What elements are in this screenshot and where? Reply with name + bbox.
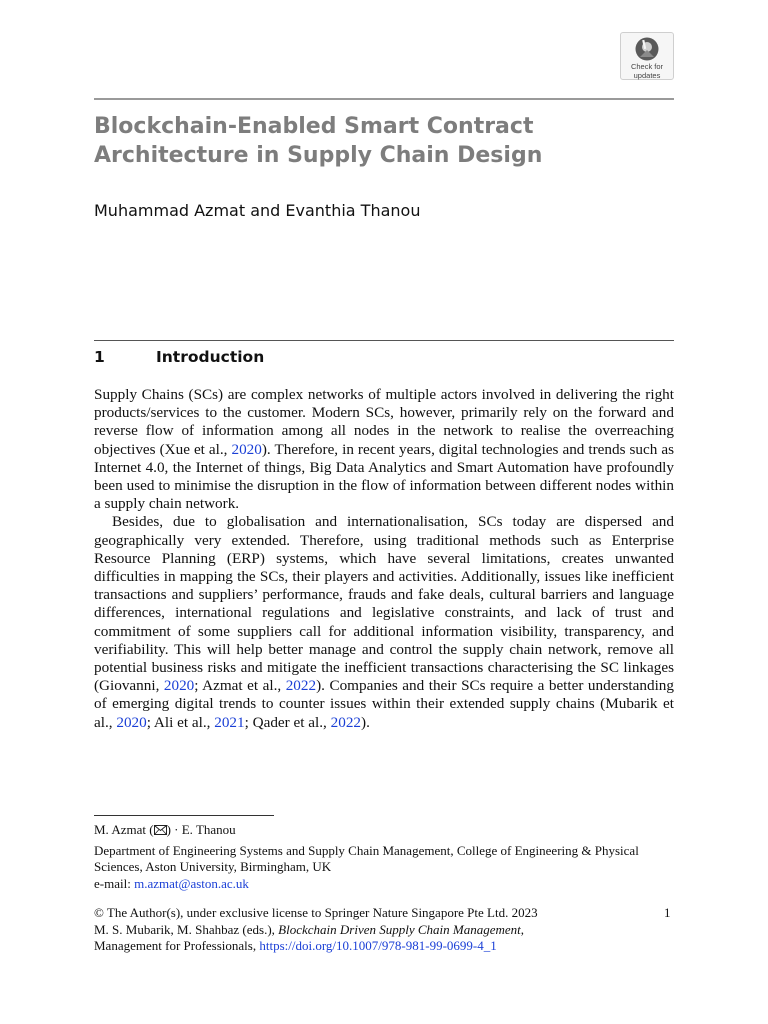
body-text [94, 386, 674, 732]
paragraph-1-text: ). Therefore, in recent years, digital technologies and trends such as Internet 4.0, the Internet of things, Big Data Analytics and Smart Automation have profoundly been used to minimise the disruption in the flow of information between different nodes within a supply chain network. [94, 440, 675, 513]
section-rule [94, 340, 674, 341]
paragraph-2-text: Besides, due to globalisation and internationalisation, SCs today are dispersed and geographically very extended. Therefore, using traditional methods such as Enterprise Resource Planning (ERP) systems, which have several limitations, creates unwanted difficulties in mapping the SCs, their players and activities. Additionally, issues like inefficient transactions and suppliers’ performance, frauds and fake deals, cultural barriers and language differences, international regulations and legislative constraints, and lack of trust and commitment of some suppliers call for additional information visibility, transparency, and verifiability. This will help better manage and control the supply chain network, remove all potential business risks and mitigate the inefficient transactions characterising the SC linkages (Giovanni, [94, 513, 674, 695]
email-label: e-mail: [94, 875, 135, 891]
footnote-names-text: ) · E. Thanou [166, 822, 236, 837]
badge-line-2: updates [633, 71, 661, 80]
paragraph-2-text: ; Qader et al., [244, 713, 331, 731]
book-citation [94, 922, 674, 939]
chapter-title: Blockchain-Enabled Smart Contract Architecture in Supply Chain Design [94, 114, 543, 168]
paragraph-2-text: ). [361, 713, 370, 731]
citation-link[interactable]: 2020 [231, 440, 262, 458]
citation-link[interactable]: 2022 [330, 713, 362, 731]
section-number: 1 [94, 348, 105, 366]
copyright-block [94, 905, 674, 955]
page-number: 1 [664, 905, 671, 920]
badge-line-1: Check for [630, 62, 664, 71]
paragraph-2 [94, 513, 674, 731]
section-title: Introduction [156, 348, 265, 366]
affiliation: Department of Engineering Systems and Supply Chain Management, College of Engineering & Physical Sciences, Aston University, Birmingham, UK [94, 842, 639, 874]
series-name: Management for Professionals, [94, 938, 260, 953]
paragraph-1-text: Supply Chains (SCs) are complex networks of multiple actors involved in delivering the right products/services to the customer. Modern SCs, however, primarily rely on the forward and reverse flow of information among all nodes in the network to realise the overreaching objectives (Xue et al., [94, 386, 674, 458]
paragraph-2-text: ; Ali et al., [146, 713, 215, 731]
footnote-names-text: M. Azmat ( [94, 822, 154, 837]
citation-link[interactable]: 2020 [163, 677, 195, 695]
envelope-icon [154, 825, 167, 835]
paragraph-1 [94, 386, 674, 513]
footnote-rule [94, 815, 274, 816]
book-title: Blockchain Driven Supply Chain Management [278, 921, 521, 937]
email-line [94, 876, 674, 893]
book-editors: M. S. Mubarik, M. Shahbaz (eds.), [94, 921, 279, 937]
book-punct: , [520, 921, 525, 937]
section-heading [94, 346, 674, 368]
check-for-updates-icon [634, 36, 660, 62]
email-link[interactable]: m.azmat@aston.ac.uk [134, 875, 249, 891]
author-footnote [94, 822, 674, 892]
footnote-names [94, 822, 674, 839]
citation-link[interactable]: 2021 [214, 713, 245, 731]
paragraph-2-text: ; Azmat et al., [194, 677, 286, 695]
citation-link[interactable]: 2020 [116, 713, 147, 731]
check-for-updates-badge[interactable] [620, 32, 674, 80]
author-line: Muhammad Azmat and Evanthia Thanou [94, 201, 421, 220]
top-rule [94, 98, 674, 100]
copyright-line: © The Author(s), under exclusive license to Springer Nature Singapore Pte Ltd. 2023 [94, 905, 538, 920]
series-line [94, 938, 674, 955]
doi-link[interactable]: https://doi.org/10.1007/978-981-99-0699-4_1 [259, 938, 497, 953]
paragraph-2-text: ). Companies and their SCs require a better understanding of emerging digital trends to counter issues within their extended supply chains (Mubarik et al., [94, 677, 674, 731]
citation-link[interactable]: 2022 [285, 677, 317, 695]
